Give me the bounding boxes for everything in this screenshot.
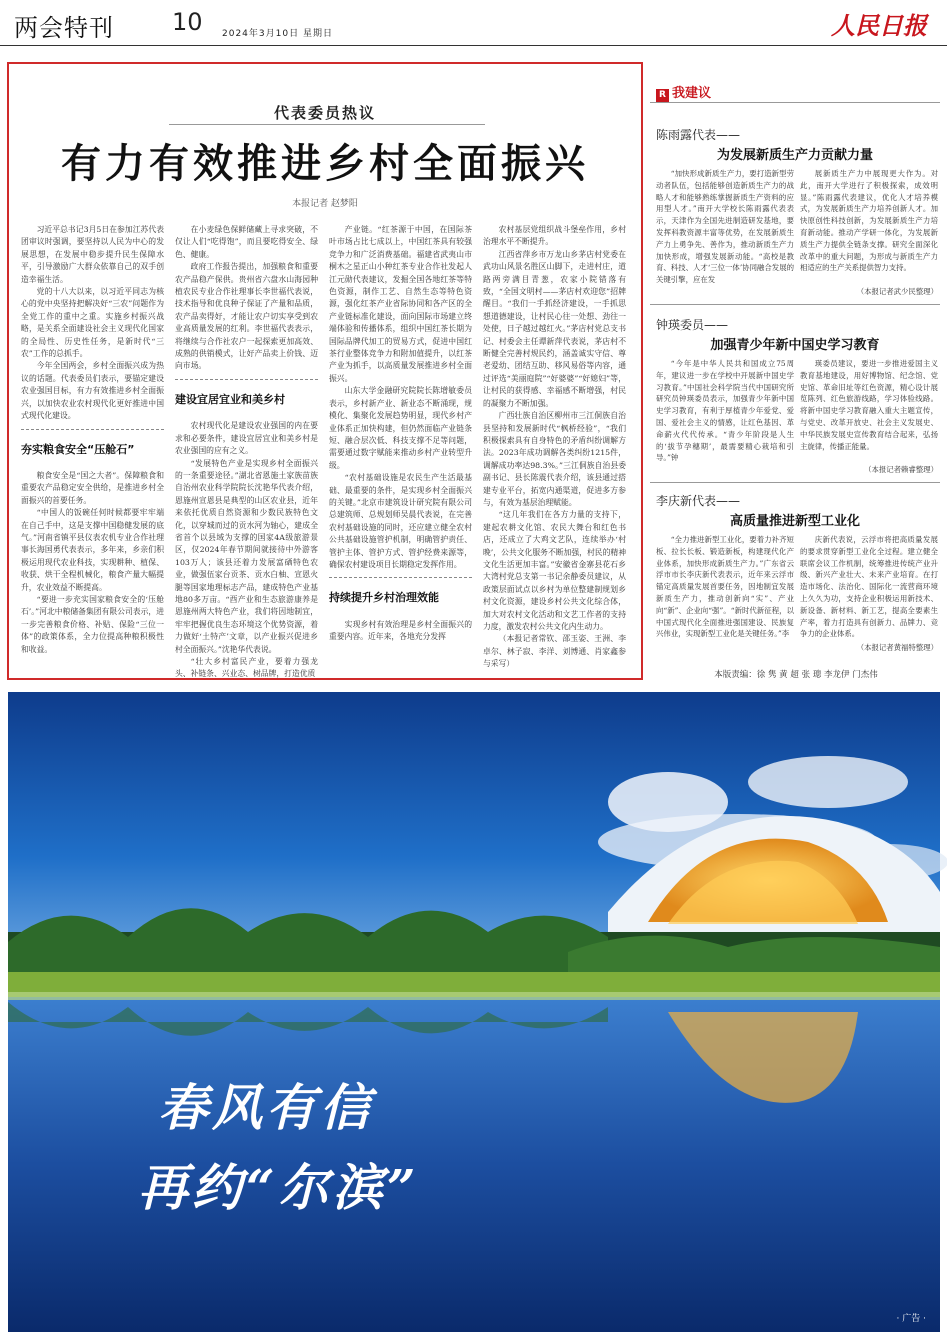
publication-date: 2024年3月10日 星期日 bbox=[222, 29, 333, 39]
paragraph: “发展特色产业是实现乡村全面振兴的一条重要途径。”湖北省恩施土家族苗族自治州农业科学院院长沈艳华代表介绍，恩施州宣恩县是典型的山区农业县，近年来依托优质自然资源和少数民族特色文化，以穿城而过的贡水河为轴心，建成全省首个以县域为支撑的国家4A级旅游景区，仅2024年春节期间就接待中外游客103万人；该县还着力发展富硒特色农业，做强伍家台贡茶、贡水白柚、宣恩火腿等国家地理标志产品，建成特色产业基地80多万亩。“酉产业和生态旅游康养是恩施州两大特色产业，我们将因地制宜，牢牢把握优良生态环境这个优势资源，着力做好‘土特产’文章，以产业振兴促进乡村全面振兴。”沈艳华代表说。 bbox=[175, 458, 318, 654]
subheading: 建设宜居宜业和美乡村 bbox=[175, 392, 285, 406]
paragraph: 农村基层党组织战斗堡垒作用，乡村治理水平不断提升。 bbox=[483, 225, 626, 247]
harbin-scenery-image bbox=[8, 692, 940, 1332]
r-badge-icon: R bbox=[656, 89, 669, 102]
article-column-2 bbox=[175, 224, 318, 679]
main-article bbox=[7, 62, 643, 680]
ad-slogan-line1: 春风有信 bbox=[158, 1078, 374, 1137]
paragraph: 山东大学金融研究院院长陈增敏委员表示，乡村新产业、新业态不断涌现，规模化、集聚化发展趋势明显，现代乡村产业体系正加快构建，但仍然面临产业链条短、融合层次低、科技支撑不足等问题，需要通过数字赋能来推动乡村产业转型升级。 bbox=[329, 386, 472, 470]
paragraph: “壮大乡村富民产业，要着力强龙头、补链条、兴业态、树品牌，打造优质 bbox=[175, 657, 318, 679]
suggestion-text-left bbox=[656, 168, 794, 298]
suggestion-text-left bbox=[656, 534, 794, 652]
subhead-divider bbox=[329, 577, 472, 578]
suggestion-credit: （本报记者武少民整理） bbox=[856, 287, 938, 296]
paragraph: 江西省萍乡市万龙山乡茅店村党委在武功山风景名胜区山脚下，走进村庄，道路两旁满目青葱，农家小院错落有致，“全国文明村——茅店村欢迎您”招牌醒目。“我们一手抓经济建设，一手抓思想道德建设，让村民心往一处想、劲往一处使，日子越过越红火。”茅店村党总支书记、村委会主任谭新萍代表说，茅店村不断健全完善村规民约，涵盖诚实守信、尊老爱幼、团结互助、移风易俗等内容，通过评选“美丽庭院”“好婆婆”“好媳妇”等，让村民的获得感、幸福感不断增强，村民的凝聚力不断加强。 bbox=[483, 249, 626, 408]
suggestion-divider bbox=[650, 304, 940, 305]
article-headline: 有力有效推进乡村全面振兴 bbox=[61, 141, 589, 187]
article-column-3 bbox=[329, 224, 472, 672]
subheading: 夯实粮食安全“压舱石” bbox=[21, 442, 135, 456]
paragraph: “这几年我们在各方力量的支持下，建起农耕文化馆、农民大舞台和红色书店，还成立了大鸡文艺队，连续举办‘村晚’，公共文化服务不断加强，村民的精神文化生活更加丰富。”安徽省金寨县花石乡大湾村党总支第一书记余静委员建议，从政策层面试点以乡村为单位整建制规划乡村文化资源，建设乡村公共文化综合体，加大对农村文化活动和文艺工作者的支持力度，激发农村公共文化内生动力。 bbox=[483, 510, 626, 631]
suggestion-text-right bbox=[800, 534, 938, 640]
ad-slogan-line2: 再约“尔滨” bbox=[138, 1158, 420, 1217]
representative-name: 李庆新代表—— bbox=[656, 494, 741, 508]
article-column-1 bbox=[21, 224, 164, 672]
representative-name: 钟瑛委员—— bbox=[656, 318, 729, 332]
article-kicker: 代表委员热议 bbox=[273, 104, 376, 122]
advertisement bbox=[8, 692, 940, 1332]
ad-label: · 广告 · bbox=[896, 1314, 926, 1324]
paragraph: 政府工作报告提出，加强粮食和重要农产品稳产保供。贵州省六盘水山海园种植农民专业合作社理事长李世福代表说，技术指导和优良种子保证了产量和品质，农产品卖得好，才能让农户切实享受到农业高质量发展的红利。李世福代表表示，将继续与合作社农户一起探索更加高效、成熟的供销模式，让好产品卖上价钱、迈向市场。 bbox=[175, 262, 318, 371]
suggestions-heading bbox=[656, 82, 711, 102]
paragraph: 实现乡村有效治理是乡村全面振兴的重要内容。近年来，各地充分发挥 bbox=[329, 619, 472, 642]
suggestion-title: 高质量推进新型工业化 bbox=[729, 514, 860, 529]
paragraph: 展新质生产力中展现更大作为。对此，南开大学进行了积极探索，成效明显。”陈雨露代表建议，优化人才培养模式，为发展新质生产力培养创新人才。加快原创性科技创新，为发展新质生产力培育新动能。推动产学研一体化，为发展新质生产力提供全链条支撑。研究全面深化改革中的重大问题，为形成与新质生产力相适应的生产关系提供智力支持。 bbox=[800, 169, 938, 273]
suggestion-credit: （本报记者赖睿整理） bbox=[864, 465, 938, 474]
article-column-4 bbox=[483, 224, 626, 672]
paragraph: 在小麦绿色保鲜储藏上寻求突破，不仅让人们“吃得饱”，而且要吃得安全、绿色、健康。 bbox=[175, 225, 318, 259]
suggestion-title: 为发展新质生产力贡献力量 bbox=[716, 148, 873, 163]
kicker-divider bbox=[169, 124, 485, 125]
paragraph: 习近平总书记3月5日在参加江苏代表团审议时强调，要坚持以人民为中心的发展思想，在发展中稳步提升民生保障水平，引导激励广大群众依靠自己的双手创造幸福生活。 bbox=[21, 225, 164, 284]
suggestion-credit: （本报记者黄福特整理） bbox=[856, 643, 938, 652]
paragraph: 今年全国两会，乡村全面振兴成为热议的话题。代表委员们表示，要锚定建设农业强国目标，有力有效推进乡村全面振兴，以加快农业农村现代化更好推进中国式现代化建设。 bbox=[21, 361, 164, 421]
suggestions-heading-text: 我建议 bbox=[672, 86, 712, 101]
paragraph: “全力推进新型工业化，要着力补齐短板、拉长长板、锻造新板，构建现代化产业体系，加快形成新质生产力。”广东省云浮市市长李庆新代表表示，近年来云浮市锚定高质量发展首要任务，因地制宜发展新质生产力，推动创新向“实”、产业向“新”、企业向“强”。“新时代新征程，以中国式现代化全面推进强国建设、民族复兴伟业，实现新型工业化是关键任务。”李 bbox=[656, 535, 794, 639]
masthead bbox=[0, 0, 947, 46]
section-title: 两会特刊 bbox=[14, 14, 114, 42]
subhead-divider bbox=[175, 379, 318, 380]
suggestion-text-right bbox=[800, 358, 938, 464]
representative-name: 陈雨露代表—— bbox=[656, 128, 741, 142]
paragraph: 粮食安全是“国之大者”。保障粮食和重要农产品稳定安全供给，是推进乡村全面振兴的首要任务。 bbox=[21, 470, 164, 505]
paragraph: “中国人的饭碗任何时候都要牢牢端在自己手中，这是支撑中国稳健发展的底气。”河南省镇平县仪表农机专业合作社理事长海国勇代表表示，多年来，乡亲们积极运用现代农业科技，实现耕种、植保、收获、烘干全程机械化，粮食产量大幅提升，农业效益不断提高。 bbox=[21, 508, 164, 592]
subhead-divider bbox=[21, 429, 164, 430]
suggestion-title: 加强青少年新中国史学习教育 bbox=[710, 338, 880, 353]
article-byline: 本报记者 赵梦阳 bbox=[292, 199, 358, 209]
suggestion-text-right bbox=[800, 168, 938, 286]
suggestion-text-left bbox=[656, 358, 794, 476]
paragraph: “农村基础设施是农民生产生活最基础、最重要的条件，是实现乡村全面振兴的关键。”北京市建筑设计研究院有限公司总建筑师、总规划师吴晨代表说，在完善农村基础设施的同时，还应建立健全农村公共基础设施管护机制，明确管护责任、管护主体、管护方式、管护经费来源等，确保农村建设项目长期稳定发挥作用。 bbox=[329, 473, 472, 569]
paragraph: 庆新代表说，云浮市将把高质量发展的要求贯穿新型工业化全过程。建立健全联席会议工作机制，统筹推进传统产业升级、新兴产业壮大、未来产业培育。在打造市场化、法治化、国际化一流营商环境上久久为功，支持企业积极运用新技术、新设备、新材料、新工艺，提高全要素生产率，着力打造具有创新力、品牌力、竞争力的企业体系。 bbox=[800, 535, 938, 639]
paragraph: 农村现代化是建设农业强国的内在要求和必要条件，建设宜居宜业和美乡村是农业强国的应有之义。 bbox=[175, 421, 318, 456]
paragraph: 产业链。“红茶源于中国，在国际茶叶市场占比七成以上，中国红茶具有较强竞争力和广泛消费基础。福建省武夷山市桐木之星正山小种红茶专业合作社发起人江元勋代表建议，发掘全国各地红茶等特色资源，制作工艺、自然生态等特色资源，强化红茶产业省际协同和各产区的全产业链标准化建设，面向国际市场建立终端体验和传播体系，组织中国红茶长期为国际品牌代加工的贸易方式，促进中国红茶行业整体竞争力和附加值提升，以红茶产业为抓手，以高质量发展推进乡村全面振兴。 bbox=[329, 225, 472, 383]
page-number: 10 bbox=[172, 8, 203, 36]
reporter-credit: （本报记者常钦、邵玉姿、王洲、李卓尔、林子寂、李洋、刘博通、肖家鑫参与采写） bbox=[483, 634, 626, 669]
paragraph: “今年是中华人民共和国成立75周年，建议进一步在学校中开展新中国史学习教育。”中国社会科学院当代中国研究所研究员钟瑛委员表示，加强青少年新中国史学习教育，有利于厚植青少年爱党、爱国、爱社会主义的情感，让红色基因、革命薪火代代传承。“青少年阶段是人生的‘拔节孕穗期’，最需要精心栽培和引导。”钟 bbox=[656, 359, 794, 463]
suggestion-divider bbox=[650, 482, 940, 483]
editors-credit: 本版责编：徐 隽 黄 超 张 璁 李龙伊 门杰伟 bbox=[714, 670, 878, 680]
suggestions-section bbox=[650, 62, 940, 688]
paragraph: “加快形成新质生产力，要打造新型劳动者队伍，包括能够创造新质生产力的战略人才和能够熟练掌握新质生产资料的应用型人才。”南开大学校长陈雨露代表表示，天津作为全国先进制造研发基地，要发挥科教资源丰富等优势，在发展新质生产力上勇争先、善作为，推动新质生产力加快形成，增强发展新动能。“高校是教育、科技、人才‘三位一体’协同融合发展的关键引擎，应在发 bbox=[656, 169, 794, 285]
paragraph: 广西壮族自治区柳州市三江侗族自治县坚持和发展新时代“枫桥经验”，“我们积极探索具有自身特色的矛盾纠纷调解方法。2023年成功调解各类纠纷1215件，调解成功率达98.3%。”三江侗族自治县委副书记、县长陈震代表介绍，该县通过搭建专业平台，拓宽内通渠道，促进多方参与，有效为基层治理赋能。 bbox=[483, 411, 626, 507]
paragraph: “要进一步充实国家粮食安全的‘压舱石’。”河北中粮储备集团有限公司表示，进一步完善粮食价格、补贴、保险“三位一体”的政策体系，全力位提高种粮积极性和收益。 bbox=[21, 594, 164, 654]
suggestions-divider bbox=[650, 102, 940, 103]
paragraph: 瑛委员建议，要进一步推进爱国主义教育基地建设，用好博物馆、纪念馆、党史馆、革命旧址等红色资源，精心设计展览陈列、红色旅游线路，学习体验线路。将新中国史学习教育融入重大主题宣传，与党史、改革开放史、社会主义发展史、中华民族发展史宣传教育结合起来，弘扬主旋律，传播正能量。 bbox=[800, 359, 938, 451]
newspaper-logo: 人民日报 bbox=[831, 11, 927, 40]
subheading: 持续提升乡村治理效能 bbox=[329, 591, 439, 605]
paragraph: 党的十八大以来，以习近平同志为核心的党中央坚持把解决好“三农”问题作为全党工作的重中之重。实施乡村振兴战略，是关系全面建设社会主义现代化国家的全局性、历史性任务，是新时代“三农”工作的总抓手。 bbox=[21, 287, 164, 359]
